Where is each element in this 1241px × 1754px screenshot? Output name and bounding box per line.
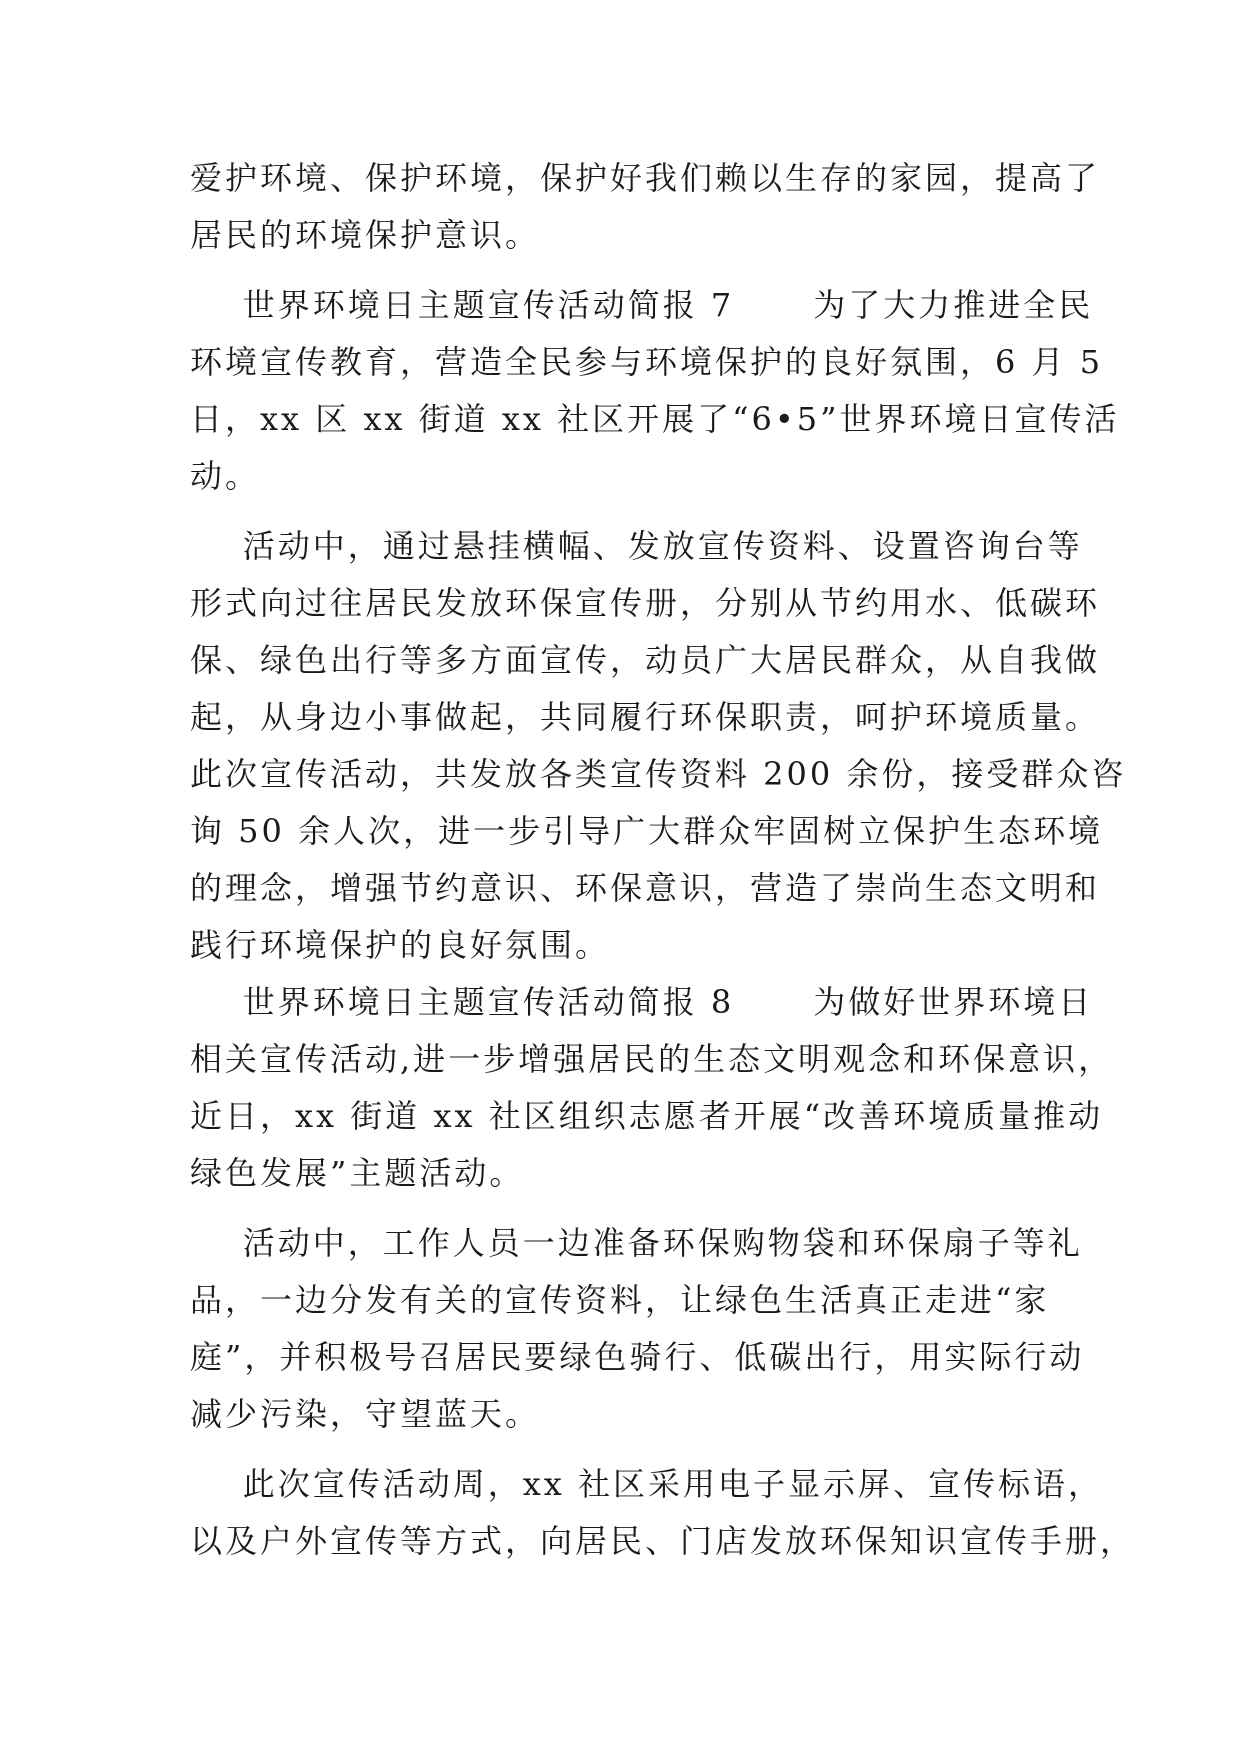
text-line: 世界环境日主题宣传活动简报 8 为做好世界环境日 — [190, 983, 1094, 1021]
text-line: 爱护环境、保护环境，保护好我们赖以生存的家园，提高了 — [190, 159, 1101, 197]
text-line: 品，一边分发有关的宣传资料，让绿色生活真正走进“家 — [190, 1281, 1050, 1319]
text-line: 日，xx 区 xx 街道 xx 社区开展了“6•5”世界环境日宣传活 — [190, 400, 1120, 438]
text-line: 近日，xx 街道 xx 社区组织志愿者开展“改善环境质量推动 — [190, 1097, 1104, 1135]
text-line: 以及户外宣传等方式，向居民、门店发放环保知识宣传手册， — [190, 1522, 1136, 1560]
text-line: 环境宣传教育，营造全民参与环境保护的良好氛围，6 月 5 — [190, 343, 1104, 381]
text-line: 形式向过往居民发放环保宣传册，分别从节约用水、低碳环 — [190, 584, 1101, 622]
text-line: 世界环境日主题宣传活动简报 7 为了大力推进全民 — [190, 286, 1094, 324]
text-line: 居民的环境保护意识。 — [190, 216, 541, 254]
text-line: 减少污染，守望蓝天。 — [190, 1395, 541, 1433]
document-body — [190, 150, 1136, 1570]
text-line: 的理念，增强节约意识、环保意识，营造了崇尚生态文明和 — [190, 869, 1101, 907]
text-line: 相关宣传活动,进一步增强居民的生态文明观念和环保意识， — [190, 1040, 1114, 1078]
text-line: 保、绿色出行等多方面宣传，动员广大居民群众，从自我做 — [190, 641, 1101, 679]
text-line: 践行环境保护的良好氛围。 — [190, 926, 611, 964]
text-line: 绿色发展”主题活动。 — [190, 1154, 525, 1192]
text-line: 此次宣传活动，共发放各类宣传资料 200 余份，接受群众咨 — [190, 755, 1127, 793]
text-line: 询 50 余人次，进一步引导广大群众牢固树立保护生态环境 — [190, 812, 1104, 850]
text-line: 起，从身边小事做起，共同履行环保职责，呵护环境质量。 — [190, 698, 1101, 736]
text-line: 此次宣传活动周，xx 社区采用电子显示屏、宣传标语， — [190, 1465, 1103, 1503]
text-line: 庭”，并积极号召居民要绿色骑行、低碳出行，用实际行动 — [190, 1338, 1085, 1376]
text-line: 动。 — [190, 457, 261, 495]
text-line: 活动中，工作人员一边准备环保购物袋和环保扇子等礼 — [190, 1224, 1083, 1262]
text-line: 活动中，通过悬挂横幅、发放宣传资料、设置咨询台等 — [190, 527, 1083, 565]
